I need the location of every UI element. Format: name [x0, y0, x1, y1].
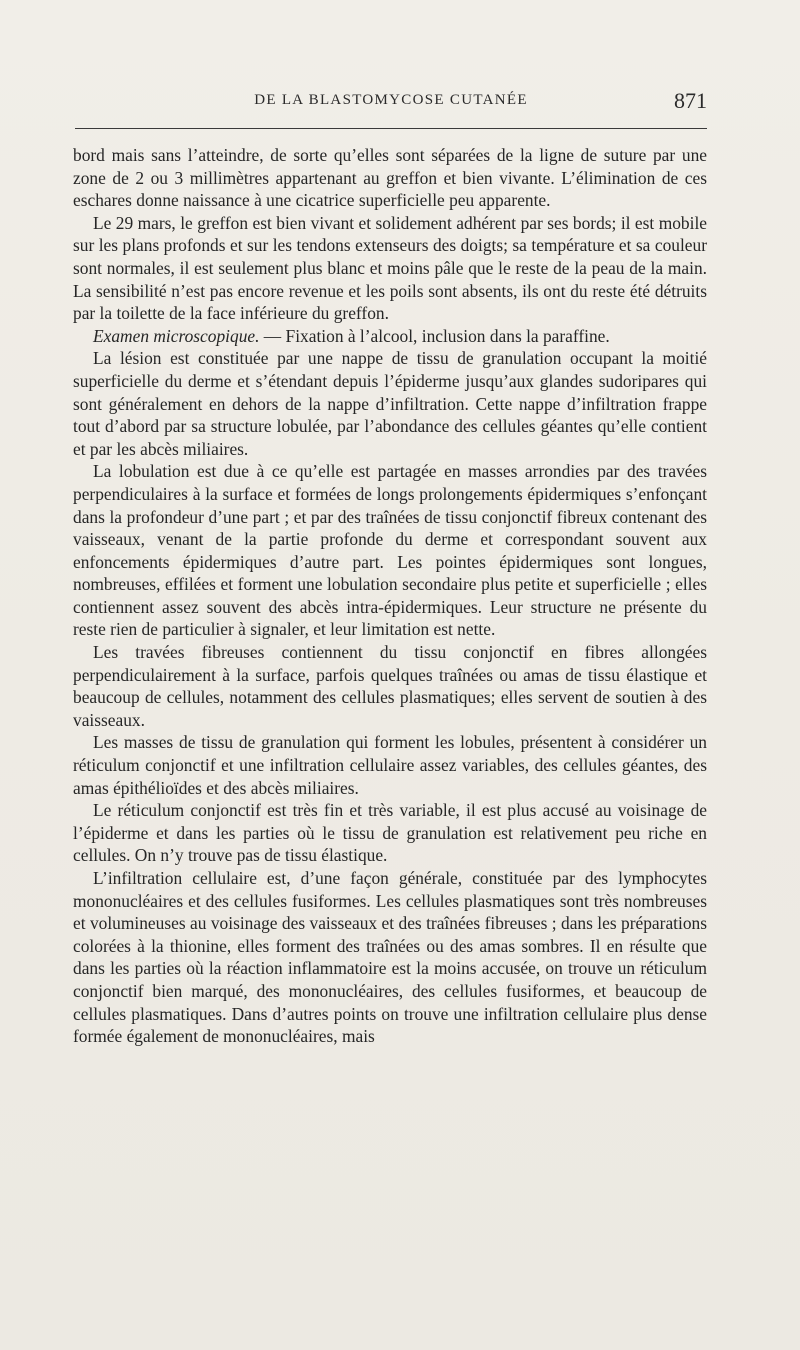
paragraph-reticulum: Le réticulum conjonctif est très fin et très variable, il est plus accusé au voisinage de l’épiderme et dans les parties où le tissu de granulation est relativement peu riche en cellules. On n’y trouve pas de tissu élastique.	[73, 800, 707, 866]
paragraph-travees-fibreuses: Les travées fibreuses contiennent du tissu conjonctif en fibres allongées perpendiculairement à la surface, parfois quelques traînées ou amas de tissu élastique et beaucoup de cellules, notamment des cellules plasmatiques; elles servent de soutien à des vaisseaux.	[73, 642, 707, 730]
header-rule	[75, 128, 707, 129]
body-text	[73, 144, 707, 1254]
paragraph-29-mars: Le 29 mars, le greffon est bien vivant et solidement adhérent par ses bords; il est mobile sur les plans profonds et sur les tendons extenseurs des doigts; sa température et sa couleur sont normales, il est seulement plus blanc et moins pâle que le reste de la peau de la main. La sensibilité n’est pas encore revenue et les poils sont absents, ils ont du reste été détruits par la toilette de la face inférieure du greffon.	[73, 212, 707, 324]
section-heading-italic: Examen microscopique.	[93, 325, 260, 346]
paragraph-lesion: La lésion est constituée par une nappe de tissu de granulation occupant la moitié superficielle du derme et s’étendant depuis l’épiderme jusqu’aux glandes sudoripares qui sont généralement en dehors de la nappe d’infiltration. Cette nappe d’infiltration frappe tout d’abord par sa structure lobulée, par l’abondance des cellules géantes qu’elle contient et par les abcès miliaires.	[73, 348, 707, 459]
paragraph-infiltration: L’infiltration cellulaire est, d’une façon générale, constituée par des lymphocytes mononucléaires et des cellules fusiformes. Les cellules plasmatiques sont très nombreuses et volumineuses au voisinage des vaisseaux et des traînées fibreuses ; dans les préparations colorées à la thionine, elles forment des traînées ou des amas sombres. Il en résulte que dans les parties où la réaction inflammatoire est la moins accusée, on trouve un réticulum conjonctif bien marqué, des mononucléaires, des cellules fusiformes, et beaucoup de cellules plasmatiques. Dans d’autres points on trouve une infiltration cellulaire plus dense formée également de mononucléaires, mais	[73, 868, 707, 1047]
paragraph-continuation: bord mais sans l’atteindre, de sorte qu’elles sont séparées de la ligne de suture par une zone de 2 ou 3 millimètres appartenant au greffon et bien vivante. L’élimination de ces eschares donne naissance à une cicatrice superficielle peu apparente.	[73, 145, 707, 211]
section-heading-rest: — Fixation à l’alcool, inclusion dans la paraffine.	[259, 325, 610, 346]
paragraph-examen-microscopique	[73, 325, 707, 348]
running-head	[75, 90, 707, 116]
page-number: 871	[674, 88, 707, 113]
paragraph-masses-granulation: Les masses de tissu de granulation qui forment les lobules, présentent à considérer un réticulum conjonctif et une infiltration cellulaire assez variables, des cellules géantes, des amas épithélioïdes et des abcès miliaires.	[73, 732, 707, 798]
paragraph-lobulation: La lobulation est due à ce qu’elle est partagée en masses arrondies par des travées perpendiculaires à la surface et formées de longs prolongements épidermiques s’enfonçant dans la profondeur d’une part ; et par des traînées de tissu conjonctif fibreux contenant des vaisseaux, venant de la partie profonde du derme et correspondant souvent aux enfoncements épidermiques d’autre part. Les pointes épidermiques sont longues, nombreuses, effilées et forment une lobulation secondaire plus petite et superficielle ; elles contiennent assez souvent des abcès intra-épidermiques. Leur structure ne présente du reste rien de particulier à signaler, et leur limitation est nette.	[73, 461, 707, 640]
running-title: DE LA BLASTOMYCOSE CUTANÉE	[254, 92, 528, 108]
